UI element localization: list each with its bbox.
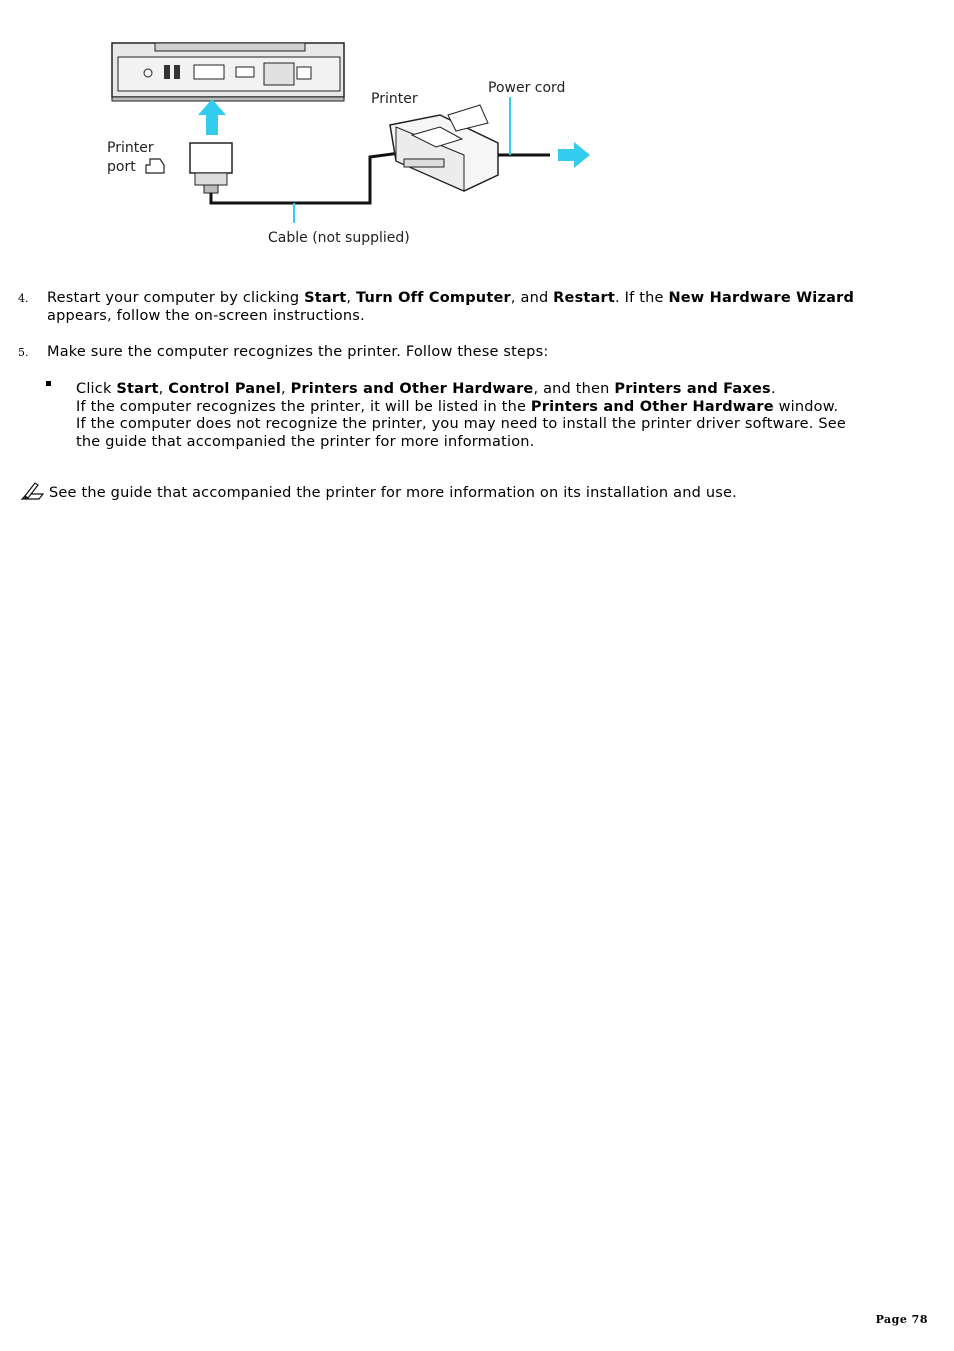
up-arrow-icon [198,99,226,135]
printer-illustration [390,105,498,191]
printer-port-label-line1: Printer [107,140,154,156]
turn-off-computer-term: Turn Off Computer [355,290,511,306]
printer-label: Printer [371,91,418,107]
printers-and-faxes-term: Printers and Faxes [614,381,771,397]
parallel-connector [190,143,232,193]
step-4-text: Restart your computer by clicking Start, Turn Off Computer, and Restart. If the New Hardware Wizard appears, follow the on-screen instructions. [47,290,855,324]
page-number: Page 78 [875,1313,928,1326]
printers-other-hardware-term-2: Printers and Other Hardware [530,398,774,415]
new-hardware-wizard-term: New Hardware Wizard [668,290,855,306]
printer-connection-diagram [100,35,600,255]
substep-text: Click Start, Control Panel, Printers and Other Hardware, and then Printers and Faxes. If the computer recognizes the printer, it will be listed in the Printers and Other Hardware window. If the computer does not recognize the printer, you may need to install the printer driver software. See the guide that accompanied the printer for more information. [76,381,847,450]
printer-port-icon [146,159,164,173]
printer-cable [211,153,400,203]
computer-back-panel [112,43,344,101]
step-number-5: 5. [18,346,29,359]
start-term: Start [304,290,347,306]
step-number-4: 4. [18,292,29,305]
bullet-marker [46,381,51,386]
right-arrow-icon [558,142,590,168]
printer-port-label-line2: port [107,159,136,175]
restart-term: Restart [553,290,616,306]
start-term-2: Start [116,381,159,397]
power-cord-label: Power cord [488,80,566,96]
cable-label: Cable (not supplied) [268,230,410,246]
step-5-text: Make sure the computer recognizes the printer. Follow these steps: [47,344,549,360]
control-panel-term: Control Panel [168,381,281,397]
printers-other-hardware-term: Printers and Other Hardware [290,381,534,397]
note-text: See the guide that accompanied the printer for more information on its installation and use. [49,485,737,501]
note-pencil-icon [19,480,45,502]
